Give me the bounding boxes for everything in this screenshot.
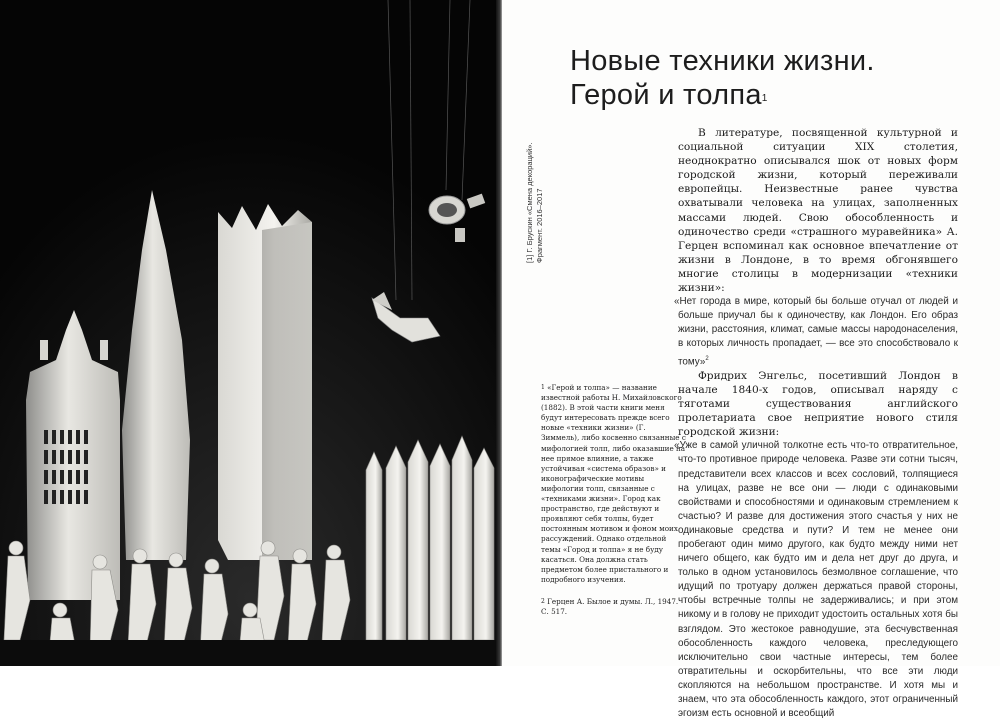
title-line-2: Герой и толпа: [570, 79, 762, 111]
footnote-2-text: Герцен А. Былое и думы. Л., 1947. С. 517.: [541, 596, 679, 616]
sculpture-installation-image: [0, 0, 500, 666]
title-line-1: Новые техники жизни.: [570, 45, 875, 77]
image-caption: [525, 128, 565, 263]
paragraph-1: В литературе, посвященной культурной и социальной ситуации XIX столетия, неоднократно описывался шок от новых форм городской жизни, который переживали европейцы. Неизвестные ранее чувства охватывали человека на улицах, заполненных массами людей. Свою обособленность и одиночество среди «страшного муравейника» А. Герцен вспоминал как основное впечатление от жизни в Лондоне, в то время обгонявшего многие столицы в модернизации «техники жизни»:: [678, 127, 958, 295]
paragraph-2: Фридрих Энгельс, посетивший Лондон в начале 1840-х годов, описывал наряду с тяготами существования английского пролетариата свое неприятие нового стиля городской жизни:: [678, 369, 958, 439]
quote-1: [674, 295, 958, 369]
footnotes: [541, 383, 686, 617]
quote-1-text: «Нет города в мире, который бы больше отучал от людей и больше приучал бы к одиночеству, как Лондон. Его образ жизни, расстояния, климат, самые массы народонаселения, в которых личность пропадает, — все это способствовало к тому»: [674, 296, 958, 367]
footnote-1: [541, 383, 686, 585]
artwork-photo: [0, 0, 500, 666]
caption-line-2: Фрагмент. 2016–2017: [535, 188, 544, 263]
footnote-2-number: 2: [541, 597, 545, 605]
footnote-1-text: «Герой и толпа» — название известной работы Н. Михайловского (1882). В этой части книги меня будут интересовать прежде всего новые «техники жизни» (Г. Зиммель), либо косвенно связанные с мифологией толп, либо оказавшие на нее прямое влияние, а также устойчивая «система образов» и иконографические мотивы мифологии толп, связанные с «техниками жизни». Город как пространство, где действуют и проявляют себя толпы, будет постоянным мотивом и фоном моих рассуждений. Однако отдельной темы «Город и толпа» я не буду касаться. Она должна стать предметом более пристального и подробного изучения.: [541, 383, 686, 584]
chapter-title: [570, 44, 875, 112]
quote-1-footnote-marker: 2: [705, 355, 709, 362]
caption-line-1: [1] Г. Брускин «Смена декораций».: [525, 142, 534, 263]
main-text: [674, 126, 958, 721]
title-footnote-marker: 1: [761, 93, 768, 104]
quote-2: «Уже в самой уличной толкотне есть что-то отвратительное, что-то противное природе человека. Разве эти сотни тысяч, представители всех классов и всех сословий, толпящиеся на улицах, разве не все они — люди с одинаковыми свойствами и способностями и одинаковым стремлением к счастью? И разве для достижения этого счастья у них не одинаковые средства и пути? И тем не менее они пробегают один мимо другого, как будто между ними нет ничего общего, как будто им и дела нет друг до друга, и только в одном установилось безмолвное соглашение, что идущий по тротуару должен держаться правой стороны, чтобы встречные толпы не задерживались; и при этом никому и в голову не приходит удостоить остальных хотя бы взглядом. Это жестокое равнодушие, эта бесчувственная обособленность каждого человека, преследующего исключительно свои частные интересы, тем более отвратительны и оскорбительны, что все эти люди скопляются на небольшом пространстве. И хотя мы и знаем, что эта обособленность каждого, этот ограниченный эгоизм есть основной и всеобщий: [674, 440, 958, 720]
footnote-1-number: 1: [541, 384, 545, 391]
footnote-2: [541, 597, 686, 617]
turret-tower: [26, 310, 120, 600]
